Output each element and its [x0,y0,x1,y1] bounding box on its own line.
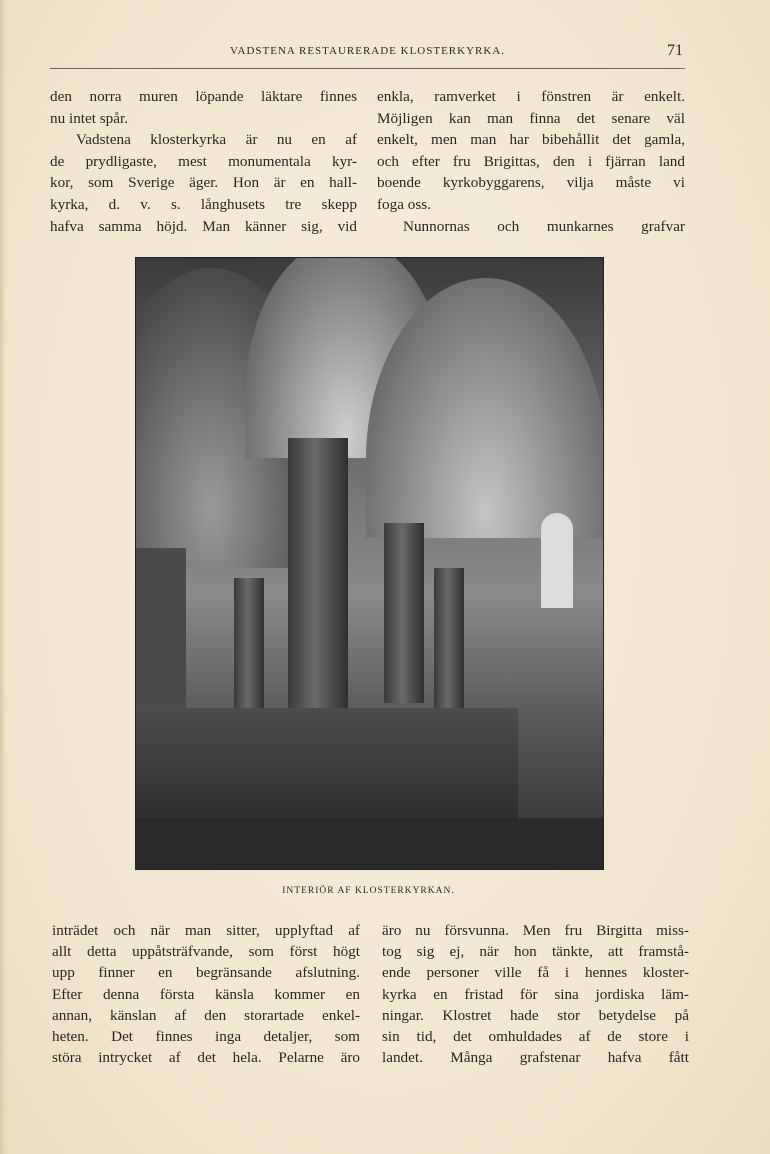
window [541,513,573,608]
pillar [234,578,264,708]
pillar [288,438,348,708]
pillar [434,568,464,708]
pulpit [136,548,186,708]
text-line: tog sig ej, när hon tänkte, att framstå- [382,943,689,961]
text-line: landet. Många grafstenar hafva fått [382,1049,689,1067]
text-line: de prydligaste, mest monumentala kyr- [50,152,357,170]
pillar [384,523,424,703]
text-line: Nunnornas och munkarnes grafvar [403,217,685,235]
text-line: annan, känslan af den storartade enkel- [52,1006,360,1024]
text-line: Efter denna första känsla kommer en [52,985,360,1003]
text-line: Möjligen kan man finna det senare väl [377,109,685,127]
figure-caption: INTERIÖR AF KLOSTERKYRKAN. [282,886,455,896]
text-line: kor, som Sverige äger. Hon är en hall- [50,174,357,192]
text-line: inträdet och när man sitter, upplyftad af [52,922,360,939]
top-left-column [50,86,357,237]
text-line: foga oss. [377,195,431,213]
text-line: heten. Det finnes inga detaljer, som [52,1027,360,1045]
running-header [50,42,685,63]
text-line: sin tid, det omhuldades af de store i [382,1027,689,1045]
text-line: ende personer ville få i hennes kloster- [382,964,689,982]
text-line: Vadstena klosterkyrka är nu en af [76,131,357,149]
text-line: äro nu försvunna. Men fru Birgitta miss- [382,922,689,939]
page-edge-shadow [0,0,6,1154]
pews [136,708,518,828]
text-line: enkla, ramverket i fönstren är enkelt. [377,88,685,105]
text-line: och efter fru Brigittas, den i fjärran land [377,152,685,170]
page-number: 71 [667,42,683,59]
text-line: den norra muren löpande läktare finnes [50,88,357,105]
text-line: upp finner en begränsande afslutning. [52,964,360,982]
text-line: ningar. Klostret hade stor betydelse på [382,1006,689,1024]
church-interior-photograph [135,257,604,870]
text-line: kyrka, d. v. s. långhusets tre skepp [50,195,357,213]
top-right-column [377,86,685,237]
text-line: störa intrycket af det hela. Pelarne äro [52,1049,360,1067]
text-line: kyrka en fristad för sina jordiska läm- [382,985,689,1003]
floor [136,818,603,869]
text-line: hafva samma höjd. Man känner sig, vid [50,217,357,235]
text-line: allt detta uppåtsträfvande, som först högt [52,943,360,961]
bottom-left-column [52,920,360,1068]
text-line: enkelt, men man har bibehållit det gamla, [377,131,685,149]
text-line: nu intet spår. [50,109,129,127]
bottom-right-column [382,920,689,1068]
text-line: boende kyrkobyggarens, vilja måste vi [377,174,685,192]
header-rule [50,68,685,69]
running-title: VADSTENA RESTAURERADE KLOSTERKYRKA. [229,45,505,57]
